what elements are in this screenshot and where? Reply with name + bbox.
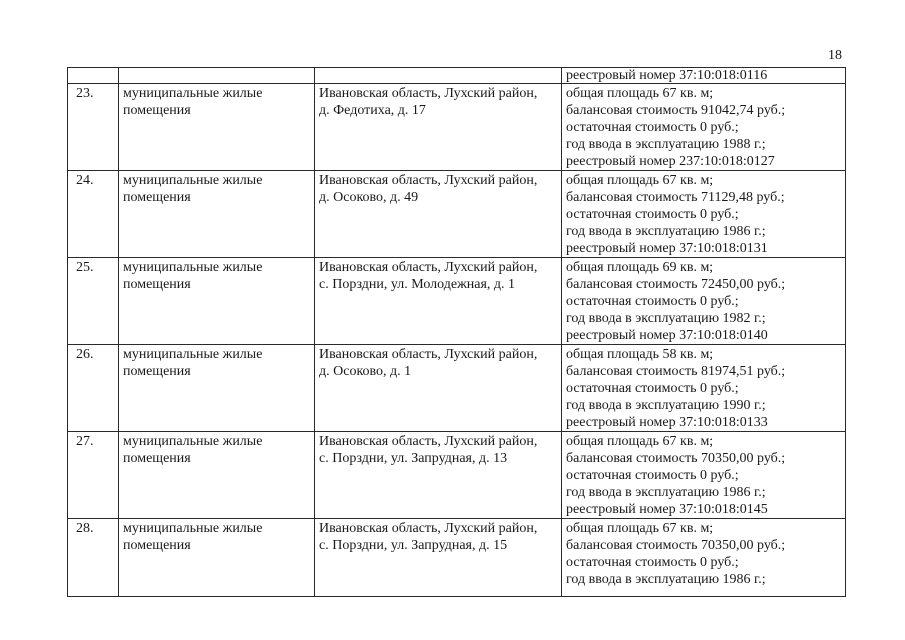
characteristic-line: общая площадь 67 кв. м; xyxy=(566,521,714,536)
characteristic-line: общая площадь 69 кв. м; xyxy=(566,260,714,275)
characteristic-line: год ввода в эксплуатацию 1986 г.; xyxy=(566,224,766,239)
name-line: помещения xyxy=(123,538,191,553)
characteristic-line: год ввода в эксплуатацию 1986 г.; xyxy=(566,485,766,500)
name-line: помещения xyxy=(123,277,191,292)
characteristic-line: остаточная стоимость 0 руб.; xyxy=(566,120,739,135)
cell-number: 23. xyxy=(68,84,119,171)
cell-number: 24. xyxy=(68,171,119,258)
address-line: д. Осоково, д. 49 xyxy=(319,190,419,205)
cell-characteristics xyxy=(562,171,846,258)
cell-address xyxy=(315,171,562,258)
cell-address xyxy=(315,519,562,597)
cell-name xyxy=(119,432,315,519)
address-line: Ивановская область, Лухский район, xyxy=(319,260,538,275)
characteristic-line: реестровый номер 37:10:018:0131 xyxy=(566,241,768,256)
cell-name xyxy=(119,68,315,84)
property-register-table xyxy=(67,67,846,597)
name-line: муниципальные жилые xyxy=(123,86,263,101)
cell-number: 26. xyxy=(68,345,119,432)
characteristic-line: общая площадь 67 кв. м; xyxy=(566,434,714,449)
characteristic-line: реестровый номер 37:10:018:0133 xyxy=(566,415,768,430)
cell-address xyxy=(315,432,562,519)
cell-characteristics xyxy=(562,68,846,84)
table-row xyxy=(68,519,846,597)
characteristic-line: реестровый номер 37:10:018:0140 xyxy=(566,328,768,343)
address-line: Ивановская область, Лухский район, xyxy=(319,86,538,101)
name-line: помещения xyxy=(123,103,191,118)
cell-name xyxy=(119,345,315,432)
cell-address xyxy=(315,68,562,84)
cell-address xyxy=(315,84,562,171)
name-line: помещения xyxy=(123,364,191,379)
cell-number: 25. xyxy=(68,258,119,345)
characteristic-line: общая площадь 58 кв. м; xyxy=(566,347,714,362)
characteristic-line: год ввода в эксплуатацию 1986 г.; xyxy=(566,572,766,587)
characteristic-line: год ввода в эксплуатацию 1982 г.; xyxy=(566,311,766,326)
cell-name xyxy=(119,171,315,258)
table-row xyxy=(68,258,846,345)
table-row xyxy=(68,432,846,519)
name-line: помещения xyxy=(123,190,191,205)
cell-name xyxy=(119,519,315,597)
cell-address xyxy=(315,345,562,432)
characteristic-line: общая площадь 67 кв. м; xyxy=(566,173,714,188)
name-line: муниципальные жилые xyxy=(123,521,263,536)
cell-characteristics xyxy=(562,345,846,432)
characteristic-line: балансовая стоимость 72450,00 руб.; xyxy=(566,277,786,292)
address-line: д. Федотиха, д. 17 xyxy=(319,103,426,118)
address-line: с. Порздни, ул. Запрудная, д. 15 xyxy=(319,538,508,553)
name-line: муниципальные жилые xyxy=(123,434,263,449)
cell-characteristics xyxy=(562,519,846,597)
cell-name xyxy=(119,84,315,171)
address-line: Ивановская область, Лухский район, xyxy=(319,521,538,536)
cell-number: 28. xyxy=(68,519,119,597)
characteristic-line: общая площадь 67 кв. м; xyxy=(566,86,714,101)
cell-number: 27. xyxy=(68,432,119,519)
address-line: д. Осоково, д. 1 xyxy=(319,364,412,379)
characteristic-line: остаточная стоимость 0 руб.; xyxy=(566,468,739,483)
table-row-continuation xyxy=(68,68,846,84)
address-line: Ивановская область, Лухский район, xyxy=(319,173,538,188)
name-line: муниципальные жилые xyxy=(123,260,263,275)
characteristic-line: балансовая стоимость 70350,00 руб.; xyxy=(566,451,786,466)
cell-characteristics xyxy=(562,258,846,345)
characteristic-line: реестровый номер 37:10:018:0116 xyxy=(566,68,768,83)
address-line: с. Порздни, ул. Молодежная, д. 1 xyxy=(319,277,516,292)
page-number: 18 xyxy=(828,48,842,63)
characteristic-line: остаточная стоимость 0 руб.; xyxy=(566,294,739,309)
address-line: Ивановская область, Лухский район, xyxy=(319,434,538,449)
cell-characteristics xyxy=(562,432,846,519)
name-line: муниципальные жилые xyxy=(123,173,263,188)
name-line: муниципальные жилые xyxy=(123,347,263,362)
cell-name xyxy=(119,258,315,345)
table-row xyxy=(68,345,846,432)
cell-characteristics xyxy=(562,84,846,171)
characteristic-line: балансовая стоимость 81974,51 руб.; xyxy=(566,364,786,379)
name-line: помещения xyxy=(123,451,191,466)
table-row xyxy=(68,84,846,171)
characteristic-line: год ввода в эксплуатацию 1990 г.; xyxy=(566,398,766,413)
characteristic-line: остаточная стоимость 0 руб.; xyxy=(566,207,739,222)
cell-address xyxy=(315,258,562,345)
characteristic-line: год ввода в эксплуатацию 1988 г.; xyxy=(566,137,766,152)
characteristic-line: реестровый номер 37:10:018:0145 xyxy=(566,502,768,517)
cell-number xyxy=(68,68,119,84)
table-row xyxy=(68,171,846,258)
characteristic-line: реестровый номер 237:10:018:0127 xyxy=(566,154,775,169)
characteristic-line: остаточная стоимость 0 руб.; xyxy=(566,381,739,396)
characteristic-line: остаточная стоимость 0 руб.; xyxy=(566,555,739,570)
characteristic-line: балансовая стоимость 71129,48 руб.; xyxy=(566,190,785,205)
characteristic-line: балансовая стоимость 70350,00 руб.; xyxy=(566,538,786,553)
characteristic-line: балансовая стоимость 91042,74 руб.; xyxy=(566,103,786,118)
address-line: с. Порздни, ул. Запрудная, д. 13 xyxy=(319,451,508,466)
address-line: Ивановская область, Лухский район, xyxy=(319,347,538,362)
